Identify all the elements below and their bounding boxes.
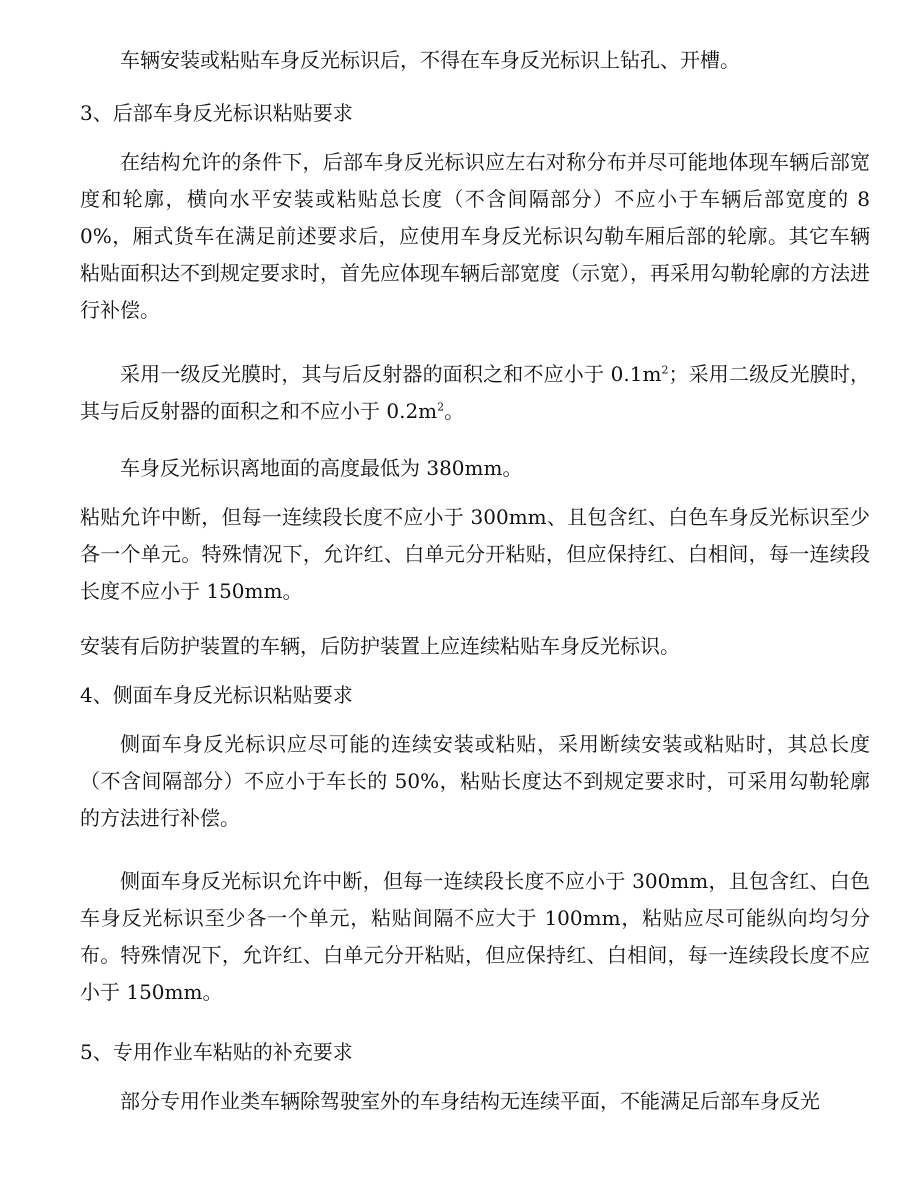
paragraph-rear-guard: 安装有后防护装置的车辆，后防护装置上应连续粘贴车身反光标识。 (80, 634, 680, 658)
paragraph-min-height: 车身反光标识离地面的高度最低为 380mm。 (120, 456, 523, 480)
area-text-c: 。 (444, 399, 465, 423)
area-text-a: 采用一级反光膜时，其与后反射器的面积之和不应小于 0.1m (120, 362, 662, 386)
paragraph-side-continuous: 侧面车身反光标识应尽可能的连续安装或粘贴，采用断续安装或粘贴时，其总长度（不含间隔部分）不应小于车长的 50%，粘贴长度达不到规定要求时，可采用勾勒轮廓的方法进行补偿。 (80, 732, 870, 830)
paragraph-side-interruption: 侧面车身反光标识允许中断，但每一连续段长度不应小于 300mm，且包含红、白色车身反光标识至少各一个单元，粘贴间隔不应大于 100mm，粘贴应尽可能纵向均匀分布。特殊情况下，允许红、白单元分开粘贴，但应保持红、白相间，每一连续段长度不应小于 150mm。 (80, 869, 870, 1004)
section-heading-4: 4、侧面车身反光标识粘贴要求 (80, 683, 353, 707)
paragraph-rear-requirements: 在结构允许的条件下，后部车身反光标识应左右对称分布并尽可能地体现车辆后部宽度和轮廓，横向水平安装或粘贴总长度（不含间隔部分）不应小于车辆后部宽度的 80%，厢式货车在满足前述要求后，应使用车身反光标识勾勒车厢后部的轮廓。其它车辆粘贴面积达不到规定要求时，首先应体现车辆后部宽度（示宽），再采用勾勒轮廓的方法进行补偿。 (80, 150, 870, 322)
area-exponent-2: 2 (437, 400, 445, 414)
section-heading-3: 3、后部车身反光标识粘贴要求 (80, 101, 353, 125)
paragraph-no-drilling: 车辆安装或粘贴车身反光标识后，不得在车身反光标识上钻孔、开槽。 (120, 48, 740, 72)
area-exponent-1: 2 (661, 363, 669, 377)
section-heading-5: 5、专用作业车粘贴的补充要求 (80, 1040, 353, 1064)
paragraph-reflective-area (80, 356, 870, 430)
paragraph-special-vehicles: 部分专用作业类车辆除驾驶室外的车身结构无连续平面，不能满足后部车身反光 (120, 1089, 820, 1113)
paragraph-interruption: 粘贴允许中断，但每一连续段长度不应小于 300mm、且包含红、白色车身反光标识至少各一个单元。特殊情况下，允许红、白单元分开粘贴，但应保持红、白相间，每一连续段长度不应小于 150mm。 (80, 505, 870, 603)
area-text-b: ；采用二级反光膜时，其与后反射器的面积之和不应小于 0.2m (80, 362, 870, 423)
